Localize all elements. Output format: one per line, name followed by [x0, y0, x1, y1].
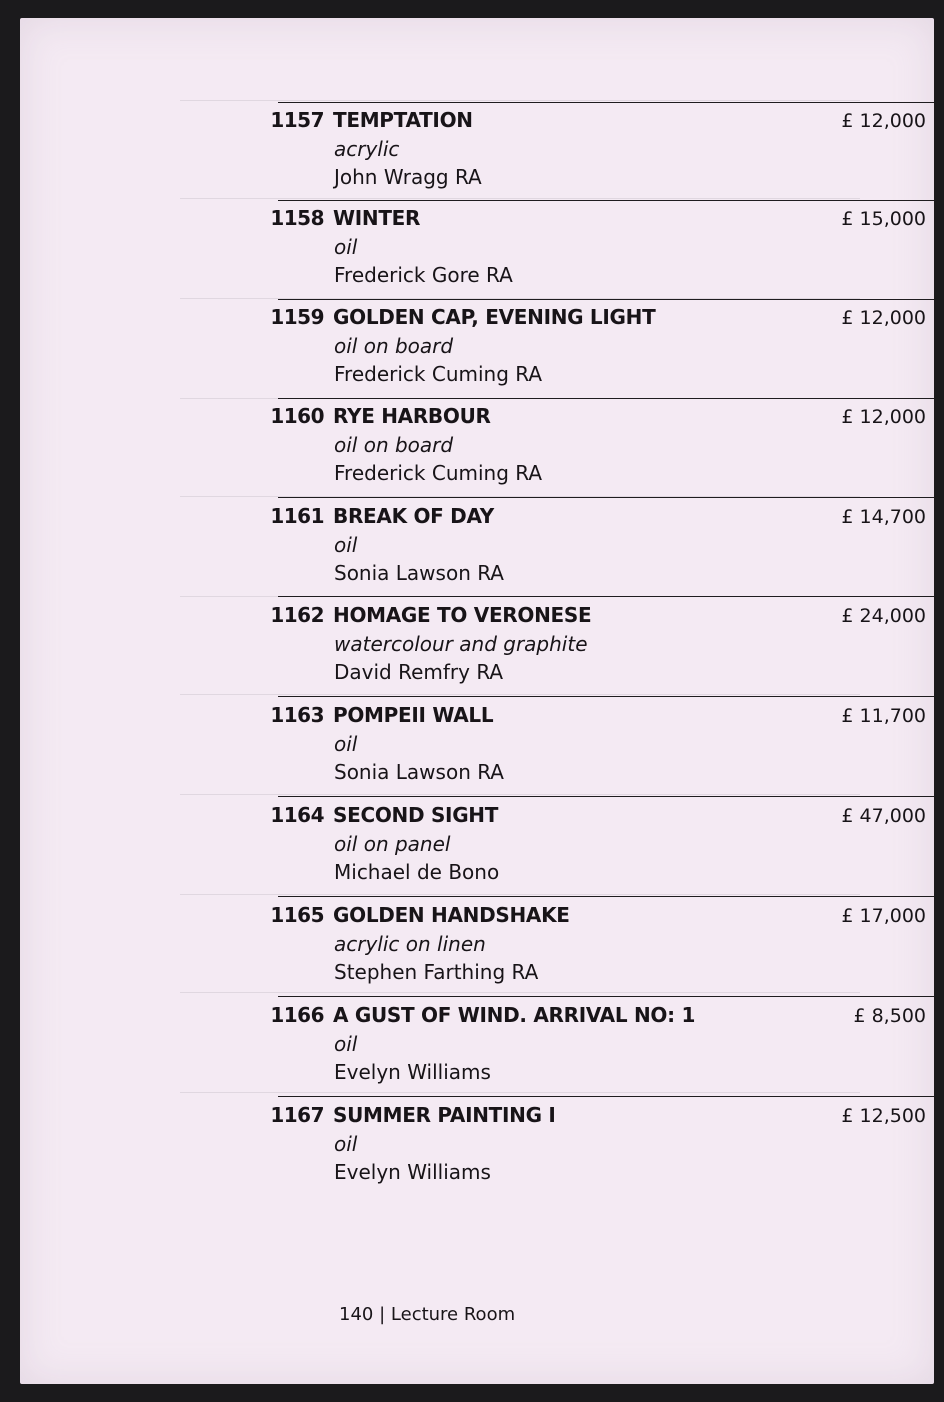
- lot-number: 1163: [270, 703, 324, 727]
- lot-number: 1157: [270, 108, 324, 132]
- divider-rule: [278, 398, 934, 399]
- artwork-medium: oil on board: [334, 334, 454, 358]
- catalogue-entry: [20, 108, 934, 204]
- artwork-title: RYE HARBOUR: [333, 404, 491, 428]
- catalogue-entry: [20, 603, 934, 699]
- artist-name: Frederick Cuming RA: [334, 461, 543, 485]
- lot-number: 1161: [270, 504, 324, 528]
- page-footer: [339, 1304, 515, 1325]
- artwork-medium: oil on panel: [334, 832, 451, 856]
- artwork-price: £ 12,000: [841, 406, 926, 428]
- divider-rule: [278, 896, 934, 897]
- divider-rule: [278, 696, 934, 697]
- page-number: 140: [339, 1304, 374, 1325]
- artist-name: Sonia Lawson RA: [334, 760, 504, 784]
- artwork-title: POMPEII WALL: [333, 703, 494, 727]
- divider-rule: [278, 102, 934, 103]
- lot-number: 1165: [270, 903, 324, 927]
- artist-name: Evelyn Williams: [334, 1060, 491, 1084]
- artwork-title: BREAK OF DAY: [333, 504, 494, 528]
- artwork-medium: oil: [334, 1032, 358, 1056]
- catalogue-page: [20, 18, 934, 1384]
- divider-rule: [278, 299, 934, 300]
- catalogue-entry: [20, 703, 934, 799]
- catalogue-entry: [20, 305, 934, 401]
- catalogue-entry: [20, 504, 934, 600]
- catalogue-entry: [20, 803, 934, 899]
- artwork-medium: oil: [334, 1132, 358, 1156]
- artist-name: Frederick Cuming RA: [334, 362, 543, 386]
- artwork-title: HOMAGE TO VERONESE: [333, 603, 592, 627]
- artist-name: Evelyn Williams: [334, 1160, 491, 1184]
- artwork-price: £ 8,500: [853, 1005, 926, 1027]
- catalogue-entry: [20, 1003, 934, 1099]
- artwork-medium: acrylic: [334, 137, 400, 161]
- divider-rule: [278, 596, 934, 597]
- catalogue-entry: [20, 404, 934, 500]
- artwork-medium: oil: [334, 533, 358, 557]
- divider-rule: [278, 497, 934, 498]
- catalogue-entry: [20, 1103, 934, 1199]
- artist-name: David Remfry RA: [334, 660, 504, 684]
- artwork-title: WINTER: [333, 206, 421, 230]
- catalogue-entry: [20, 206, 934, 302]
- divider-rule: [278, 996, 934, 997]
- artwork-price: £ 17,000: [841, 905, 926, 927]
- artwork-title: GOLDEN HANDSHAKE: [333, 903, 570, 927]
- artist-name: Michael de Bono: [334, 860, 500, 884]
- artist-name: John Wragg RA: [334, 165, 482, 189]
- artwork-title: A GUST OF WIND. ARRIVAL NO: 1: [333, 1003, 696, 1027]
- artwork-price: £ 47,000: [841, 805, 926, 827]
- lot-number: 1160: [270, 404, 324, 428]
- artwork-medium: watercolour and graphite: [334, 632, 588, 656]
- artwork-medium: oil on board: [334, 433, 454, 457]
- artist-name: Frederick Gore RA: [334, 263, 513, 287]
- artwork-medium: oil: [334, 235, 358, 259]
- lot-number: 1167: [270, 1103, 324, 1127]
- artist-name: Stephen Farthing RA: [334, 960, 539, 984]
- artwork-price: £ 24,000: [841, 605, 926, 627]
- divider-rule: [278, 1096, 934, 1097]
- artwork-price: £ 11,700: [841, 705, 926, 727]
- lot-number: 1159: [270, 305, 324, 329]
- lot-number: 1164: [270, 803, 324, 827]
- footer-separator: |: [379, 1304, 386, 1325]
- artwork-price: £ 15,000: [841, 208, 926, 230]
- catalogue-entry: [20, 903, 934, 999]
- artist-name: Sonia Lawson RA: [334, 561, 504, 585]
- lot-number: 1166: [270, 1003, 324, 1027]
- divider-rule: [278, 796, 934, 797]
- artwork-medium: oil: [334, 732, 358, 756]
- artwork-price: £ 12,500: [841, 1105, 926, 1127]
- artwork-price: £ 14,700: [841, 506, 926, 528]
- artwork-medium: acrylic on linen: [334, 932, 486, 956]
- artwork-title: GOLDEN CAP, EVENING LIGHT: [333, 305, 656, 329]
- artwork-title: SECOND SIGHT: [333, 803, 499, 827]
- artwork-price: £ 12,000: [841, 110, 926, 132]
- section-name: Lecture Room: [390, 1304, 516, 1325]
- artwork-title: SUMMER PAINTING I: [333, 1103, 556, 1127]
- lot-number: 1158: [270, 206, 324, 230]
- divider-rule: [278, 200, 934, 201]
- artwork-title: TEMPTATION: [333, 108, 473, 132]
- lot-number: 1162: [270, 603, 324, 627]
- artwork-price: £ 12,000: [841, 307, 926, 329]
